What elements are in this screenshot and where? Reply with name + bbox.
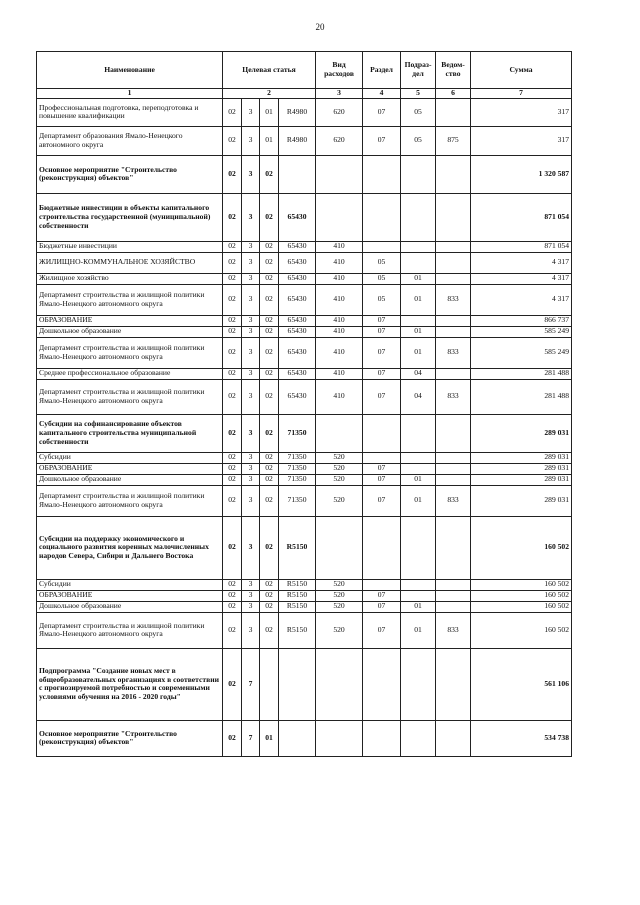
target-article-subprogram: 3 xyxy=(242,326,260,337)
target-article-activity: 02 xyxy=(260,612,279,648)
target-article-code: R4980 xyxy=(279,98,316,126)
sum-cell: 4 317 xyxy=(471,252,572,273)
target-article-program: 02 xyxy=(223,368,242,379)
row-name: Субсидии на поддержку экономического и социального развития коренных малочисленных народов Севера, Сибири и Дальнего Востока xyxy=(37,516,223,579)
section-cell: 07 xyxy=(363,337,401,368)
target-article-program: 02 xyxy=(223,648,242,720)
header-target-article: Целевая статья xyxy=(223,52,316,89)
department-cell xyxy=(436,193,471,241)
target-article-subprogram: 3 xyxy=(242,579,260,590)
sum-cell: 160 502 xyxy=(471,516,572,579)
department-cell xyxy=(436,368,471,379)
table-row xyxy=(37,485,572,516)
row-name: Субсидии xyxy=(37,579,223,590)
sum-cell: 871 054 xyxy=(471,193,572,241)
target-article-code: 65430 xyxy=(279,252,316,273)
section-cell: 07 xyxy=(363,474,401,485)
target-article-activity: 02 xyxy=(260,273,279,284)
row-name: ЖИЛИЩНО-КОММУНАЛЬНОЕ ХОЗЯЙСТВО xyxy=(37,252,223,273)
target-article-program: 02 xyxy=(223,273,242,284)
expense-type-cell xyxy=(316,720,363,756)
target-article-subprogram: 3 xyxy=(242,98,260,126)
table-row xyxy=(37,98,572,126)
expense-type-cell xyxy=(316,193,363,241)
target-article-subprogram: 3 xyxy=(242,284,260,315)
table-row xyxy=(37,241,572,252)
department-cell xyxy=(436,252,471,273)
target-article-activity xyxy=(260,648,279,720)
target-article-code: 65430 xyxy=(279,193,316,241)
sum-cell: 160 502 xyxy=(471,590,572,601)
target-article-program: 02 xyxy=(223,315,242,326)
department-cell xyxy=(436,648,471,720)
sum-cell: 4 317 xyxy=(471,273,572,284)
target-article-subprogram: 3 xyxy=(242,252,260,273)
target-article-code: 71350 xyxy=(279,452,316,463)
sum-cell: 317 xyxy=(471,126,572,155)
expense-type-cell xyxy=(316,516,363,579)
department-cell: 833 xyxy=(436,612,471,648)
target-article-subprogram: 7 xyxy=(242,648,260,720)
department-cell xyxy=(436,155,471,193)
target-article-activity: 01 xyxy=(260,720,279,756)
expense-type-cell: 410 xyxy=(316,273,363,284)
target-article-code: 71350 xyxy=(279,485,316,516)
table-row xyxy=(37,463,572,474)
expense-type-cell: 620 xyxy=(316,98,363,126)
target-article-program: 02 xyxy=(223,326,242,337)
sum-cell: 289 031 xyxy=(471,452,572,463)
sum-cell: 289 031 xyxy=(471,485,572,516)
target-article-code xyxy=(279,155,316,193)
column-number: 6 xyxy=(436,89,471,99)
section-cell xyxy=(363,155,401,193)
subsection-cell xyxy=(401,463,436,474)
table-row xyxy=(37,126,572,155)
expense-type-cell: 410 xyxy=(316,379,363,414)
sum-cell: 866 737 xyxy=(471,315,572,326)
subsection-cell: 01 xyxy=(401,601,436,612)
section-cell: 07 xyxy=(363,315,401,326)
column-number: 1 xyxy=(37,89,223,99)
table-row xyxy=(37,193,572,241)
column-number: 5 xyxy=(401,89,436,99)
target-article-subprogram: 3 xyxy=(242,126,260,155)
target-article-code: 65430 xyxy=(279,284,316,315)
target-article-activity: 02 xyxy=(260,193,279,241)
sum-cell: 585 249 xyxy=(471,337,572,368)
expense-type-cell: 520 xyxy=(316,452,363,463)
section-cell: 07 xyxy=(363,485,401,516)
target-article-program: 02 xyxy=(223,452,242,463)
sum-cell: 317 xyxy=(471,98,572,126)
department-cell xyxy=(436,590,471,601)
department-cell xyxy=(436,326,471,337)
section-cell xyxy=(363,193,401,241)
subsection-cell: 01 xyxy=(401,474,436,485)
section-cell xyxy=(363,452,401,463)
target-article-code: 65430 xyxy=(279,273,316,284)
expense-type-cell: 410 xyxy=(316,252,363,273)
department-cell: 833 xyxy=(436,485,471,516)
target-article-code: 71350 xyxy=(279,474,316,485)
target-article-activity: 02 xyxy=(260,155,279,193)
table-row xyxy=(37,579,572,590)
target-article-subprogram: 3 xyxy=(242,474,260,485)
row-name: Основное мероприятие "Строительство (реконструкция) объектов" xyxy=(37,155,223,193)
subsection-cell: 01 xyxy=(401,273,436,284)
target-article-activity: 02 xyxy=(260,241,279,252)
target-article-activity: 02 xyxy=(260,452,279,463)
target-article-code: 65430 xyxy=(279,368,316,379)
department-cell: 833 xyxy=(436,284,471,315)
row-name: Субсидии на софинансирование объектов капитального строительства муниципальной собственности xyxy=(37,414,223,452)
target-article-program: 02 xyxy=(223,379,242,414)
section-cell: 07 xyxy=(363,98,401,126)
expense-type-cell: 520 xyxy=(316,579,363,590)
section-cell: 07 xyxy=(363,368,401,379)
target-article-code xyxy=(279,720,316,756)
subsection-cell xyxy=(401,155,436,193)
table-row xyxy=(37,273,572,284)
table-row xyxy=(37,612,572,648)
table-row xyxy=(37,474,572,485)
row-name: Департамент строительства и жилищной политики Ямало-Ненецкого автономного округа xyxy=(37,337,223,368)
subsection-cell: 04 xyxy=(401,379,436,414)
section-cell: 07 xyxy=(363,379,401,414)
target-article-activity: 02 xyxy=(260,379,279,414)
row-name: Департамент строительства и жилищной политики Ямало-Ненецкого автономного округа xyxy=(37,284,223,315)
target-article-activity: 02 xyxy=(260,601,279,612)
table-row xyxy=(37,516,572,579)
department-cell xyxy=(436,601,471,612)
department-cell: 875 xyxy=(436,126,471,155)
table-row xyxy=(37,284,572,315)
sum-cell: 289 031 xyxy=(471,414,572,452)
sum-cell: 561 106 xyxy=(471,648,572,720)
target-article-code: R5150 xyxy=(279,601,316,612)
expense-type-cell xyxy=(316,414,363,452)
department-cell xyxy=(436,579,471,590)
expense-type-cell xyxy=(316,648,363,720)
target-article-subprogram: 3 xyxy=(242,612,260,648)
row-name: Подпрограмма "Создание новых мест в общеобразовательных организациях в соответствии с прогнозируемой потребностью и современными условиями обучения на 2016 - 2020 годы" xyxy=(37,648,223,720)
table-row xyxy=(37,368,572,379)
row-name: Дошкольное образование xyxy=(37,601,223,612)
subsection-cell: 01 xyxy=(401,284,436,315)
row-name: Профессиональная подготовка, переподготовка и повышение квалификации xyxy=(37,98,223,126)
expense-type-cell: 520 xyxy=(316,612,363,648)
target-article-activity: 02 xyxy=(260,579,279,590)
target-article-activity: 02 xyxy=(260,516,279,579)
department-cell xyxy=(436,315,471,326)
target-article-program: 02 xyxy=(223,241,242,252)
section-cell: 07 xyxy=(363,463,401,474)
target-article-subprogram: 3 xyxy=(242,315,260,326)
target-article-activity: 02 xyxy=(260,474,279,485)
target-article-program: 02 xyxy=(223,720,242,756)
department-cell xyxy=(436,474,471,485)
table-row xyxy=(37,379,572,414)
department-cell xyxy=(436,452,471,463)
row-name: ОБРАЗОВАНИЕ xyxy=(37,315,223,326)
target-article-subprogram: 3 xyxy=(242,241,260,252)
target-article-code: R4980 xyxy=(279,126,316,155)
target-article-subprogram: 3 xyxy=(242,452,260,463)
subsection-cell xyxy=(401,720,436,756)
section-cell: 05 xyxy=(363,273,401,284)
expense-type-cell: 410 xyxy=(316,315,363,326)
expense-type-cell: 620 xyxy=(316,126,363,155)
expense-type-cell: 520 xyxy=(316,474,363,485)
section-cell: 07 xyxy=(363,612,401,648)
section-cell: 07 xyxy=(363,590,401,601)
subsection-cell xyxy=(401,241,436,252)
header-subsection: Подраз-дел xyxy=(401,52,436,89)
sum-cell: 160 502 xyxy=(471,579,572,590)
row-name: Среднее профессиональное образование xyxy=(37,368,223,379)
target-article-program: 02 xyxy=(223,601,242,612)
target-article-subprogram: 3 xyxy=(242,590,260,601)
target-article-subprogram: 3 xyxy=(242,193,260,241)
target-article-subprogram: 3 xyxy=(242,155,260,193)
subsection-cell: 01 xyxy=(401,612,436,648)
row-name: ОБРАЗОВАНИЕ xyxy=(37,463,223,474)
table-header-row xyxy=(37,52,572,89)
section-cell: 07 xyxy=(363,601,401,612)
page-number: 20 xyxy=(315,22,325,32)
subsection-cell: 05 xyxy=(401,126,436,155)
target-article-program: 02 xyxy=(223,463,242,474)
section-cell xyxy=(363,648,401,720)
header-name: Наименование xyxy=(37,52,223,89)
target-article-code: 65430 xyxy=(279,315,316,326)
target-article-program: 02 xyxy=(223,337,242,368)
target-article-code: R5150 xyxy=(279,590,316,601)
subsection-cell xyxy=(401,579,436,590)
expense-type-cell xyxy=(316,155,363,193)
table-row xyxy=(37,648,572,720)
row-name: ОБРАЗОВАНИЕ xyxy=(37,590,223,601)
target-article-subprogram: 3 xyxy=(242,414,260,452)
target-article-code: 65430 xyxy=(279,337,316,368)
section-cell xyxy=(363,720,401,756)
target-article-activity: 02 xyxy=(260,463,279,474)
target-article-program: 02 xyxy=(223,126,242,155)
subsection-cell xyxy=(401,516,436,579)
target-article-subprogram: 3 xyxy=(242,273,260,284)
header-expense-type: Вид расходов xyxy=(316,52,363,89)
target-article-activity: 02 xyxy=(260,284,279,315)
table-row xyxy=(37,414,572,452)
target-article-program: 02 xyxy=(223,252,242,273)
table-row xyxy=(37,720,572,756)
target-article-program: 02 xyxy=(223,284,242,315)
table-row xyxy=(37,252,572,273)
subsection-cell xyxy=(401,648,436,720)
row-name: Основное мероприятие "Строительство (реконструкция) объектов" xyxy=(37,720,223,756)
target-article-code: R5150 xyxy=(279,516,316,579)
subsection-cell xyxy=(401,193,436,241)
expense-type-cell: 520 xyxy=(316,463,363,474)
row-name: Бюджетные инвестиции xyxy=(37,241,223,252)
column-number: 4 xyxy=(363,89,401,99)
department-cell xyxy=(436,273,471,284)
row-name: Субсидии xyxy=(37,452,223,463)
row-name: Департамент строительства и жилищной политики Ямало-Ненецкого автономного округа xyxy=(37,612,223,648)
section-cell xyxy=(363,241,401,252)
subsection-cell xyxy=(401,414,436,452)
subsection-cell xyxy=(401,315,436,326)
target-article-program: 02 xyxy=(223,414,242,452)
expense-type-cell: 410 xyxy=(316,368,363,379)
section-cell xyxy=(363,414,401,452)
target-article-program: 02 xyxy=(223,590,242,601)
row-name: Бюджетные инвестиции в объекты капитального строительства государственной (муниципальной) собственности xyxy=(37,193,223,241)
sum-cell: 289 031 xyxy=(471,474,572,485)
budget-table xyxy=(36,51,572,757)
section-cell: 05 xyxy=(363,284,401,315)
target-article-subprogram: 3 xyxy=(242,379,260,414)
table-row xyxy=(37,590,572,601)
target-article-subprogram: 3 xyxy=(242,463,260,474)
target-article-code: 71350 xyxy=(279,463,316,474)
expense-type-cell: 410 xyxy=(316,337,363,368)
target-article-activity: 01 xyxy=(260,98,279,126)
column-number: 7 xyxy=(471,89,572,99)
target-article-subprogram: 7 xyxy=(242,720,260,756)
target-article-program: 02 xyxy=(223,98,242,126)
sum-cell: 534 738 xyxy=(471,720,572,756)
target-article-subprogram: 3 xyxy=(242,368,260,379)
target-article-subprogram: 3 xyxy=(242,601,260,612)
department-cell xyxy=(436,720,471,756)
header-department: Ведом-ство xyxy=(436,52,471,89)
section-cell: 07 xyxy=(363,326,401,337)
target-article-activity: 02 xyxy=(260,337,279,368)
target-article-activity: 01 xyxy=(260,126,279,155)
expense-type-cell: 410 xyxy=(316,241,363,252)
target-article-code: 71350 xyxy=(279,414,316,452)
target-article-program: 02 xyxy=(223,193,242,241)
target-article-activity: 02 xyxy=(260,414,279,452)
expense-type-cell: 520 xyxy=(316,601,363,612)
target-article-program: 02 xyxy=(223,516,242,579)
table-row xyxy=(37,452,572,463)
target-article-program: 02 xyxy=(223,485,242,516)
target-article-code: 65430 xyxy=(279,326,316,337)
section-cell xyxy=(363,516,401,579)
row-name: Департамент образования Ямало-Ненецкого автономного округа xyxy=(37,126,223,155)
target-article-activity: 02 xyxy=(260,326,279,337)
subsection-cell: 01 xyxy=(401,337,436,368)
table-row xyxy=(37,155,572,193)
target-article-subprogram: 3 xyxy=(242,516,260,579)
column-number: 2 xyxy=(223,89,316,99)
table-body xyxy=(37,98,572,756)
section-cell: 07 xyxy=(363,126,401,155)
row-name: Жилищное хозяйство xyxy=(37,273,223,284)
sum-cell: 160 502 xyxy=(471,601,572,612)
header-sum: Сумма xyxy=(471,52,572,89)
target-article-activity: 02 xyxy=(260,252,279,273)
section-cell xyxy=(363,579,401,590)
sum-cell: 585 249 xyxy=(471,326,572,337)
sum-cell: 281 488 xyxy=(471,379,572,414)
table-row xyxy=(37,337,572,368)
department-cell xyxy=(436,414,471,452)
subsection-cell xyxy=(401,252,436,273)
row-name: Дошкольное образование xyxy=(37,326,223,337)
row-name: Департамент строительства и жилищной политики Ямало-Ненецкого автономного округа xyxy=(37,485,223,516)
expense-type-cell: 410 xyxy=(316,326,363,337)
header-section: Раздел xyxy=(363,52,401,89)
subsection-cell: 04 xyxy=(401,368,436,379)
sum-cell: 871 054 xyxy=(471,241,572,252)
row-name: Департамент строительства и жилищной политики Ямало-Ненецкого автономного округа xyxy=(37,379,223,414)
target-article-code: 65430 xyxy=(279,379,316,414)
target-article-activity: 02 xyxy=(260,368,279,379)
department-cell: 833 xyxy=(436,337,471,368)
target-article-activity: 02 xyxy=(260,485,279,516)
table-row xyxy=(37,326,572,337)
column-number: 3 xyxy=(316,89,363,99)
subsection-cell xyxy=(401,590,436,601)
target-article-program: 02 xyxy=(223,474,242,485)
subsection-cell xyxy=(401,452,436,463)
expense-type-cell: 410 xyxy=(316,284,363,315)
sum-cell: 4 317 xyxy=(471,284,572,315)
target-article-program: 02 xyxy=(223,612,242,648)
section-cell: 05 xyxy=(363,252,401,273)
target-article-code: R5150 xyxy=(279,612,316,648)
table-row xyxy=(37,315,572,326)
target-article-subprogram: 3 xyxy=(242,337,260,368)
subsection-cell: 05 xyxy=(401,98,436,126)
table-row xyxy=(37,601,572,612)
expense-type-cell: 520 xyxy=(316,485,363,516)
target-article-code: 65430 xyxy=(279,241,316,252)
subsection-cell: 01 xyxy=(401,485,436,516)
department-cell xyxy=(436,241,471,252)
target-article-program: 02 xyxy=(223,579,242,590)
department-cell: 833 xyxy=(436,379,471,414)
department-cell xyxy=(436,98,471,126)
subsection-cell: 01 xyxy=(401,326,436,337)
sum-cell: 1 320 587 xyxy=(471,155,572,193)
sum-cell: 160 502 xyxy=(471,612,572,648)
department-cell xyxy=(436,463,471,474)
target-article-subprogram: 3 xyxy=(242,485,260,516)
target-article-activity: 02 xyxy=(260,590,279,601)
column-number-row xyxy=(37,89,572,99)
target-article-program: 02 xyxy=(223,155,242,193)
sum-cell: 281 488 xyxy=(471,368,572,379)
expense-type-cell: 520 xyxy=(316,590,363,601)
target-article-code xyxy=(279,648,316,720)
department-cell xyxy=(436,516,471,579)
row-name: Дошкольное образование xyxy=(37,474,223,485)
target-article-activity: 02 xyxy=(260,315,279,326)
sum-cell: 289 031 xyxy=(471,463,572,474)
target-article-code: R5150 xyxy=(279,579,316,590)
